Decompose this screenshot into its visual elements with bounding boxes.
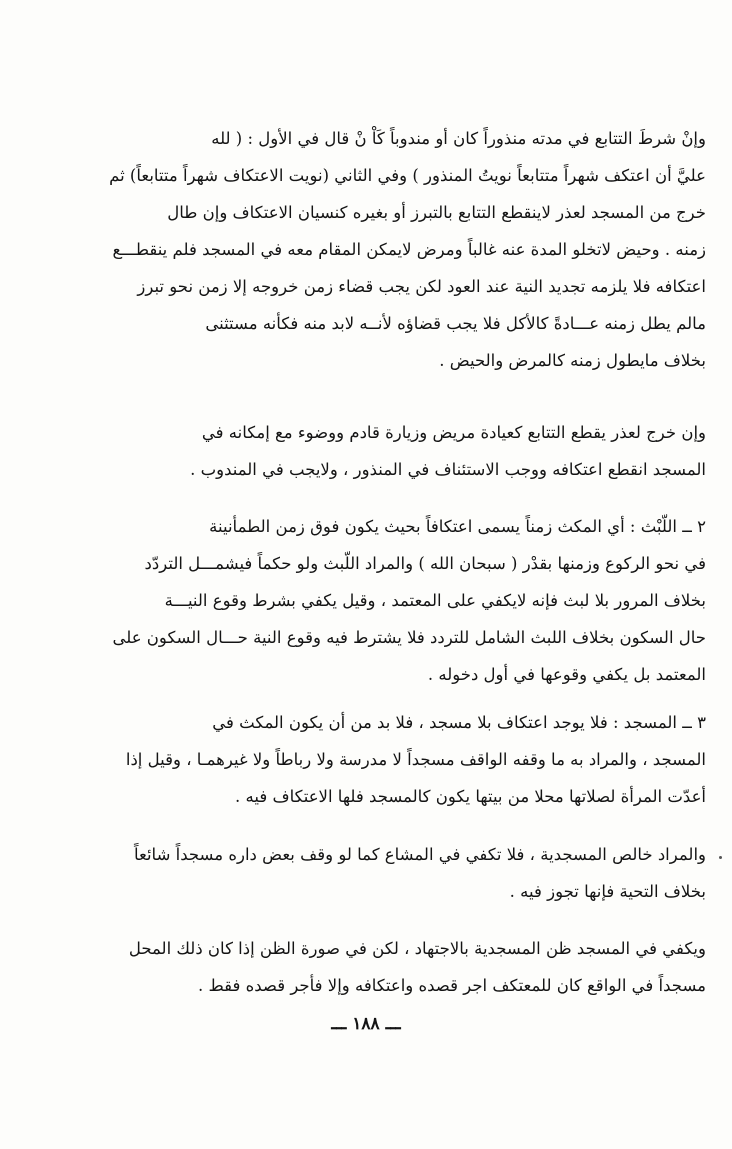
paragraph-ijtihad	[86, 930, 706, 1004]
paragraph-itikaf-continuity	[86, 120, 706, 379]
paragraph	[86, 930, 706, 1004]
text-line: ٣ ــ المسجد : فلا يوجد اعتكاف بلا مسجد ، فلا بد من أن يكون المكث في	[212, 713, 706, 732]
text-line: بخلاف مايطول زمنه كالمرض والحيض .	[439, 351, 706, 370]
page-number: ـــ ١٨٨ ـــ	[331, 1014, 401, 1034]
text-line: عليَّ أن اعتكف شهراً متتابعاً نويتُ المنذور ) وفي الثاني (نويت الاعتكاف شهراً متتابعاً) ثم	[109, 166, 706, 185]
text-line: بخلاف المرور بلا لبث فإنه لايكفي على المعتمد ، وقيل يكفي بشرط وقوع النيـــة	[164, 591, 706, 610]
text-line: المسجد انقطع اعتكافه ووجب الاستئناف في المنذور ، ولايجب في المندوب .	[190, 460, 706, 479]
text-line: اعتكافه فلا يلزمه تجديد النية عند العود لكن يجب قضاء زمن خروجه إلا زمن نحو تبرز	[137, 277, 706, 296]
text-line: وإنْ شرطَ التتابع في مدته منذوراً كان أو مندوباً كَاْ نْ قال في الأول : ( لله	[211, 129, 706, 148]
scan-dot-mark	[719, 856, 722, 859]
text-line: مسجداً في الواقع كان للمعتكف اجر قصده واعتكافه وإلا فأجر قصده فقط .	[197, 976, 706, 995]
paragraph	[86, 508, 706, 693]
text-line: حال السكون بخلاف اللبث الشامل للتردد فلا يشترط فيه وقوع النية حـــال السكون على	[112, 628, 706, 647]
text-line: في نحو الركوع وزمنها بقدْر ( سبحان الله ) والمراد اللّبث ولو حكماً فيشمـــل التردّد	[144, 554, 706, 573]
paragraph-leaving-excuse	[86, 414, 706, 488]
text-line: زمنه . وحيض لاتخلو المدة عنه غالباً ومرض لايمكن المقام معه في المسجد فلم ينقطـــع	[112, 240, 706, 259]
paragraph	[86, 414, 706, 488]
text-line: مالم يطل زمنه عـــادةً كالأكل فلا يجب قضاؤه لأنــه لابد منه فكأنه مستثنى	[205, 314, 706, 333]
paragraph-labth	[86, 508, 706, 693]
text-line: المعتمد بل يكفي وقوعها في أول دخوله .	[427, 665, 706, 684]
text-line: وإن خرج لعذر يقطع التتابع كعيادة مريض وزيارة قادم ووضوء مع إمكانه في	[201, 423, 706, 442]
paragraph	[86, 120, 706, 379]
text-line: ٢ ــ اللّبْث : أي المكث زمناً يسمى اعتكافاً بحيث يكون فوق زمن الطمأنينة	[209, 517, 706, 536]
paragraph	[86, 704, 706, 815]
paragraph-masjid	[86, 704, 706, 815]
text-line: خرج من المسجد لعذر لاينقطع التتابع بالتبرز أو بغيره كنسيان الاعتكاف وإن طال	[167, 203, 706, 222]
text-line: ويكفي في المسجد ظن المسجدية بالاجتهاد ، لكن في صورة الظن إذا كان ذلك المحل	[128, 939, 706, 958]
text-line: بخلاف التحية فإنها تجوز فيه .	[509, 882, 706, 901]
text-line: المسجد ، والمراد به ما وقفه الواقف مسجداً لا مدرسة ولا رباطاً ولا غيرهمـا ، وقيل إذا	[125, 750, 706, 769]
text-line: والمراد خالص المسجدية ، فلا تكفي في المشاع كما لو وقف بعض داره مسجداً شائعاً	[133, 845, 706, 864]
text-line: أعدّت المرأة لصلاتها محلا من بيتها يكون كالمسجد فلها الاعتكاف فيه .	[235, 787, 706, 806]
paragraph-pure-masjid	[86, 836, 706, 910]
paragraph	[86, 836, 706, 910]
